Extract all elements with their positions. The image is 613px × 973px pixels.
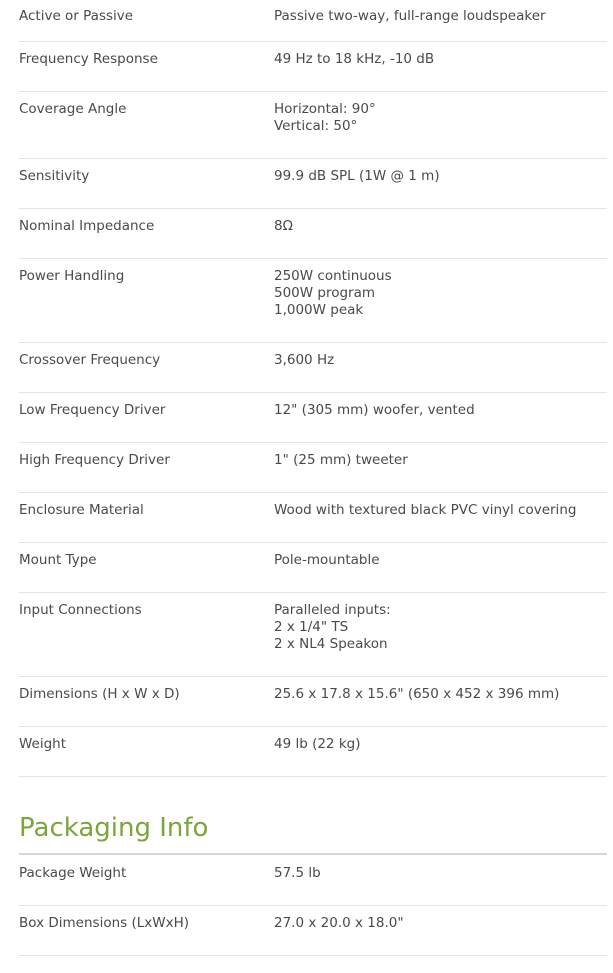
- spec-row: [19, 259, 607, 343]
- spec-row: [19, 0, 607, 42]
- spec-value-line: 1,000W peak: [274, 302, 364, 318]
- packaging-table: [19, 856, 607, 956]
- spec-value-line: Paralleled inputs:: [274, 602, 391, 618]
- spec-row: [19, 92, 607, 159]
- spec-row: [19, 856, 607, 906]
- spec-label: High Frequency Driver: [19, 452, 170, 468]
- spec-value: [274, 493, 607, 542]
- spec-value-line: 49 lb (22 kg): [274, 736, 361, 752]
- spec-value: [274, 677, 607, 726]
- spec-value: [274, 543, 607, 592]
- spec-row: [19, 443, 607, 493]
- spec-label: Enclosure Material: [19, 502, 144, 518]
- section-divider: [19, 853, 607, 855]
- spec-value: [274, 727, 607, 776]
- spec-label: Nominal Impedance: [19, 218, 155, 234]
- spec-value-line: 2 x 1/4" TS: [274, 619, 349, 635]
- spec-row: [19, 343, 607, 393]
- specifications-table: [19, 0, 607, 777]
- spec-label: Dimensions (H x W x D): [19, 686, 180, 702]
- spec-value: [274, 42, 607, 91]
- spec-row: [19, 727, 607, 777]
- spec-value-line: 500W program: [274, 285, 376, 301]
- spec-label: Power Handling: [19, 268, 125, 284]
- spec-value-line: Passive two-way, full-range loudspeaker: [274, 8, 546, 24]
- spec-row: [19, 159, 607, 209]
- spec-label: Input Connections: [19, 602, 142, 618]
- spec-row: [19, 393, 607, 443]
- spec-row: [19, 493, 607, 543]
- spec-value-line: 99.9 dB SPL (1W @ 1 m): [274, 168, 440, 184]
- spec-value-line: 250W continuous: [274, 268, 392, 284]
- spec-label: Package Weight: [19, 865, 127, 881]
- spec-value-line: Vertical: 50°: [274, 118, 358, 134]
- spec-value-line: 25.6 x 17.8 x 15.6" (650 x 452 x 396 mm): [274, 686, 560, 702]
- spec-label: Sensitivity: [19, 168, 90, 184]
- spec-label: Low Frequency Driver: [19, 402, 166, 418]
- spec-value: [274, 343, 607, 392]
- spec-value: [274, 159, 607, 208]
- spec-row: [19, 42, 607, 92]
- spec-value-line: 27.0 x 20.0 x 18.0": [274, 915, 404, 931]
- spec-label: Mount Type: [19, 552, 97, 568]
- spec-row: [19, 593, 607, 677]
- spec-value-line: Wood with textured black PVC vinyl covering: [274, 502, 577, 518]
- packaging-info-heading: Packaging Info: [19, 813, 209, 843]
- spec-label: Crossover Frequency: [19, 352, 161, 368]
- spec-value-line: 49 Hz to 18 kHz, -10 dB: [274, 51, 435, 67]
- spec-value: [274, 906, 607, 955]
- spec-label: Box Dimensions (LxWxH): [19, 915, 190, 931]
- spec-row: [19, 543, 607, 593]
- spec-label: Weight: [19, 736, 67, 752]
- spec-label: Coverage Angle: [19, 101, 127, 117]
- spec-value-line: 1" (25 mm) tweeter: [274, 452, 408, 468]
- spec-value-line: 57.5 lb: [274, 865, 321, 881]
- spec-value-line: 2 x NL4 Speakon: [274, 636, 388, 652]
- spec-value: [274, 0, 607, 41]
- spec-value: [274, 443, 607, 492]
- spec-value: [274, 593, 607, 676]
- spec-value-line: 3,600 Hz: [274, 352, 335, 368]
- spec-value: [274, 856, 607, 905]
- spec-value: [274, 209, 607, 258]
- spec-row: [19, 209, 607, 259]
- spec-value: [274, 259, 607, 342]
- spec-row: [19, 906, 607, 956]
- spec-value: [274, 92, 607, 158]
- spec-value-line: Pole-mountable: [274, 552, 380, 568]
- spec-value-line: 8Ω: [274, 218, 293, 234]
- spec-value-line: 12" (305 mm) woofer, vented: [274, 402, 475, 418]
- spec-label: Frequency Response: [19, 51, 158, 67]
- spec-label: Active or Passive: [19, 8, 134, 24]
- spec-value-line: Horizontal: 90°: [274, 101, 376, 117]
- spec-value: [274, 393, 607, 442]
- spec-row: [19, 677, 607, 727]
